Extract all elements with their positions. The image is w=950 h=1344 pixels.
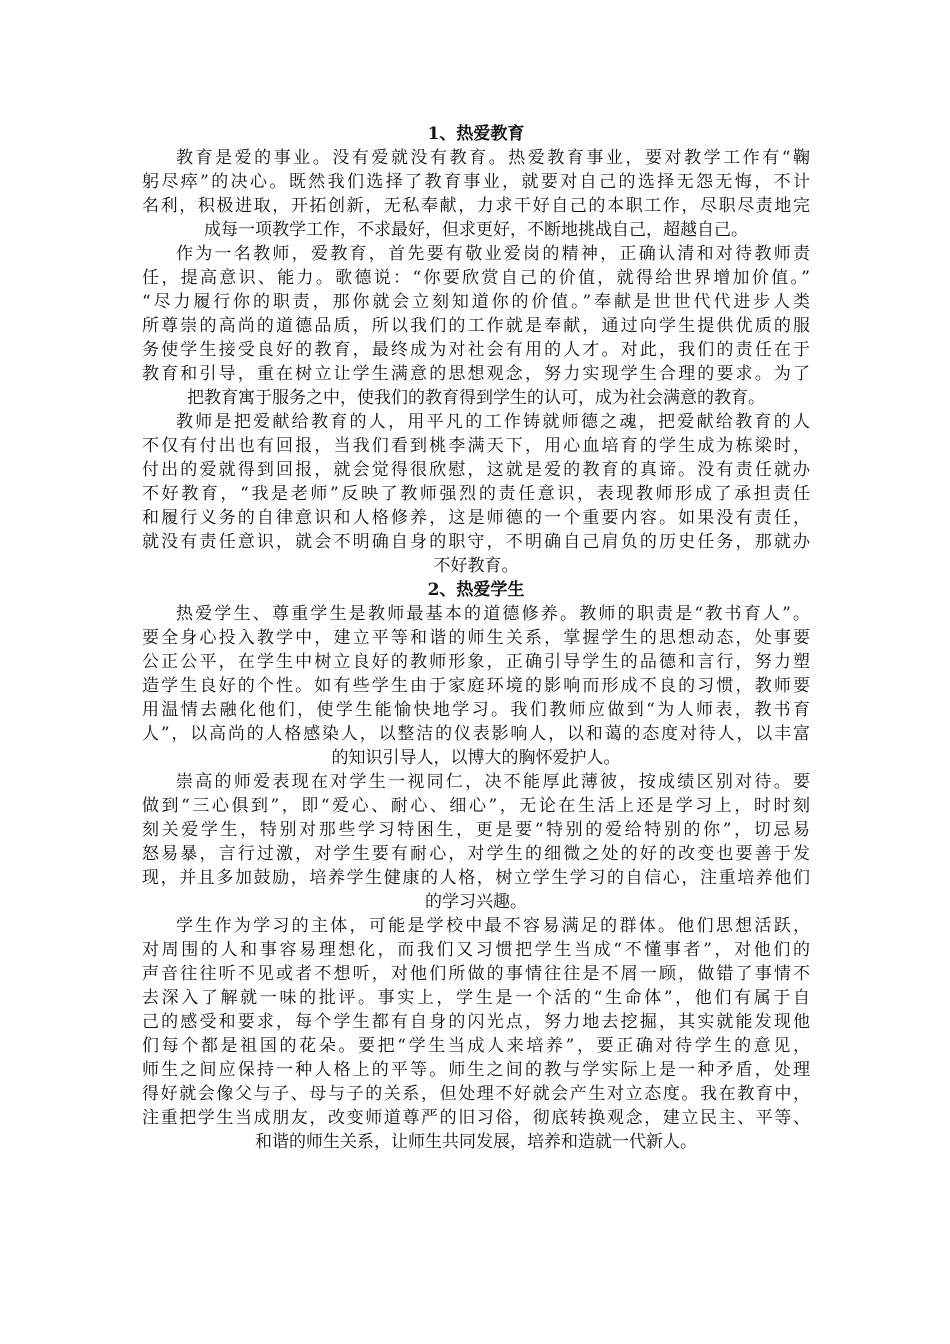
paragraph — [142, 146, 810, 242]
text-line: 崇高的师爱表现在对学生一视同仁，决不能厚此薄彼，按成绩区别对待。要 — [176, 772, 810, 792]
text-line: 不好教育。 — [433, 556, 519, 576]
text-line: 教师是把爱献给教育的人，用平凡的工作铸就师德之魂，把爱献给教育的人 — [176, 412, 810, 432]
text-line: 对周围的人和事容易理想化，而我们又习惯把学生当成“不懂事者”，对他们的 — [142, 940, 810, 960]
text-line: 声音往往听不见或者不想听，对他们所做的事情往往是不屑一顾，做错了事情不 — [142, 964, 810, 984]
text-line: 务使学生接受良好的教育，最终成为对社会有用的人才。对此，我们的责任在于 — [142, 340, 810, 360]
text-line: 任，提高意识、能力。歌德说：“你要欣赏自己的价值，就得给世界增加价值。” — [142, 268, 810, 288]
document-body — [142, 122, 810, 1154]
text-line: 就没有责任意识，就会不明确自身的职守，不明确自己肩负的历史任务，那就办 — [142, 532, 810, 552]
section-heading: 2、热爱学生 — [427, 580, 525, 600]
text-line: 教育是爱的事业。没有爱就没有教育。热爱教育事业，要对教学工作有“鞠 — [176, 148, 810, 168]
paragraph — [142, 242, 810, 410]
text-line: 人”，以高尚的人格感染人，以整洁的仪表影响人，以和蔼的态度对待人，以丰富 — [142, 724, 810, 744]
text-line: 怒易暴，言行过激，对学生要有耐心，对学生的细微之处的好的改变也要善于发 — [142, 844, 810, 864]
text-line: 不好教育，“我是老师”反映了教师强烈的责任意识，表现教师形成了承担责任 — [142, 484, 810, 504]
text-line: 师生之间应保持一种人格上的平等。师生之间的教与学实际上是一种矛盾，处理 — [142, 1060, 810, 1080]
paragraph — [142, 770, 810, 914]
text-line: 名利，积极进取，开拓创新，无私奉献，力求干好自己的本职工作，尽职尽责地完 — [142, 196, 810, 216]
section-heading: 1、热爱教育 — [427, 124, 525, 144]
text-line: “尽力履行你的职责，那你就会立刻知道你的价值。”奉献是世世代代进步人类 — [142, 292, 810, 312]
text-line: 成每一项教学工作，不求最好，但求更好，不断地挑战自己，超越自己。 — [204, 220, 748, 240]
text-line: 把教育寓于服务之中，使我们的教育得到学生的认可，成为社会满意的教育。 — [187, 388, 765, 408]
text-line: 现，并且多加鼓励，培养学生健康的人格，树立学生学习的自信心，注重培养他们 — [142, 868, 810, 888]
text-line: 们每个都是祖国的花朵。要把“学生当成人来培养”，要正确对待学生的意见， — [142, 1036, 810, 1056]
text-line: 和谐的师生关系，让师生共同发展，培养和造就一代新人。 — [255, 1132, 697, 1152]
text-line: 得好就会像父与子、母与子的关系，但处理不好就会产生对立态度。我在教育中， — [142, 1084, 810, 1104]
text-line: 公正公平，在学生中树立良好的教师形象，正确引导学生的品德和言行，努力塑 — [142, 652, 810, 672]
text-line: 和履行义务的自律意识和人格修养，这是师德的一个重要内容。如果没有责任， — [142, 508, 810, 528]
text-line: 付出的爱就得到回报，就会觉得很欣慰，这就是爱的教育的真谛。没有责任就办 — [142, 460, 810, 480]
text-line: 所尊崇的高尚的道德品质，所以我们的工作就是奉献，通过向学生提供优质的服 — [142, 316, 810, 336]
text-line: 学生作为学习的主体，可能是学校中最不容易满足的群体。他们思想活跃， — [176, 916, 810, 936]
paragraph — [142, 914, 810, 1154]
text-line: 己的感受和要求，每个学生都有自身的闪光点，努力地去挖掘，其实就能发现他 — [142, 1012, 810, 1032]
text-line: 不仅有付出也有回报，当我们看到桃李满天下，用心血培育的学生成为栋梁时， — [142, 436, 810, 456]
text-line: 刻关爱学生，特别对那些学习特困生，更是要“特别的爱给特别的你”，切忌易 — [142, 820, 810, 840]
section-2 — [142, 578, 810, 1154]
text-line: 造学生良好的个性。如有些学生由于家庭环境的影响而形成不良的习惯，教师要 — [142, 676, 810, 696]
text-line: 用温情去融化他们，使学生能愉快地学习。我们教师应做到“为人师表，教书育 — [142, 700, 810, 720]
text-line: 的学习兴趣。 — [425, 892, 527, 912]
text-line: 做到“三心俱到”，即“爱心、耐心、细心”，无论在生活上还是学习上，时时刻 — [142, 796, 810, 816]
section-1 — [142, 122, 810, 578]
text-line: 热爱学生、尊重学生是教师最基本的道德修养。教师的职责是“教书育人”。 — [176, 604, 810, 624]
paragraph — [142, 410, 810, 578]
text-line: 去深入了解就一味的批评。事实上，学生是一个活的“生命体”，他们有属于自 — [142, 988, 810, 1008]
paragraph — [142, 602, 810, 770]
text-line: 要全身心投入教学中，建立平等和谐的师生关系，掌握学生的思想动态，处事要 — [142, 628, 810, 648]
text-line: 的知识引导人，以博大的胸怀爱护人。 — [331, 748, 621, 768]
text-line: 教育和引导，重在树立让学生满意的思想观念，努力实现学生合理的要求。为了 — [142, 364, 810, 384]
text-line: 注重把学生当成朋友，改变师道尊严的旧习俗，彻底转换观念，建立民主、平等、 — [142, 1108, 810, 1128]
text-line: 作为一名教师，爱教育，首先要有敬业爱岗的精神，正确认清和对待教师责 — [176, 244, 810, 264]
text-line: 躬尽瘁”的决心。既然我们选择了教育事业，就要对自己的选择无怨无悔，不计 — [142, 172, 810, 192]
